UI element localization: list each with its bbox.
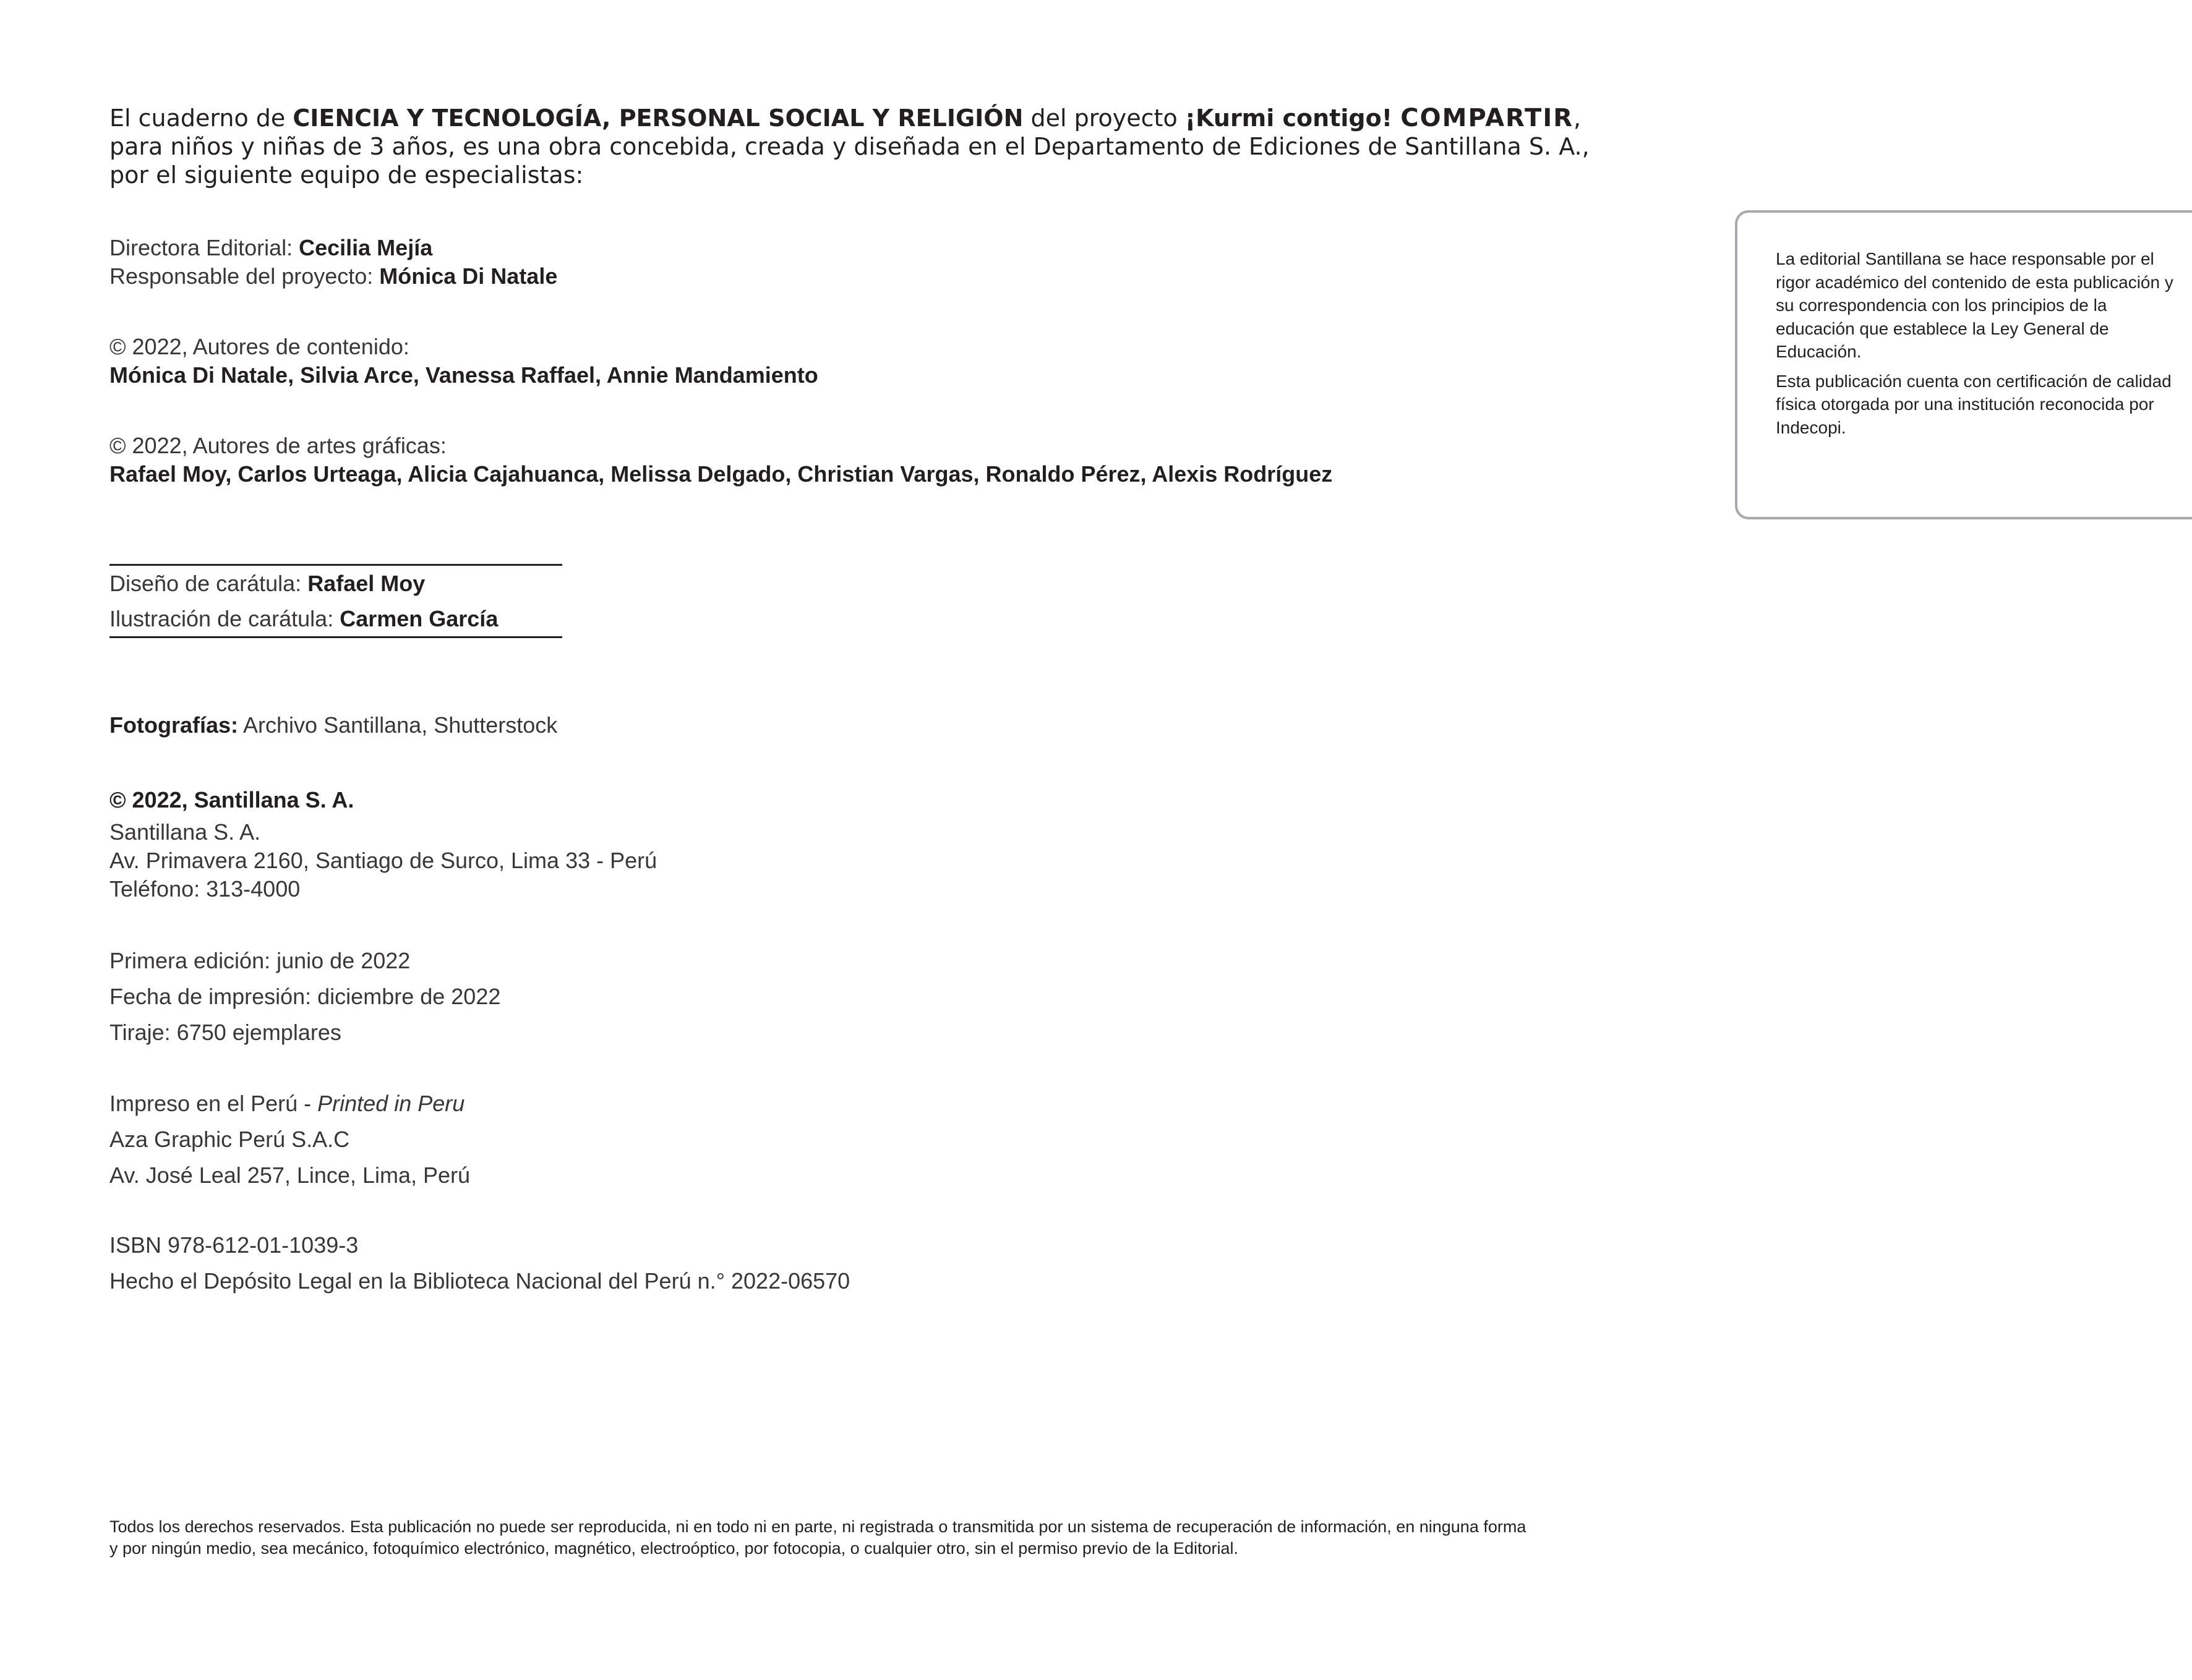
responsible-credit [109, 262, 557, 291]
print-date: Fecha de impresión: diciembre de 2022 [109, 984, 501, 1009]
printed-in [109, 1086, 470, 1122]
isbn-info [109, 1227, 850, 1299]
printed-in-en: Printed in Peru [317, 1091, 465, 1116]
photo-credits [109, 711, 557, 740]
legal-deposit: Hecho el Depósito Legal en la Biblioteca Nacional del Perú n.° 2022-06570 [109, 1268, 850, 1294]
cover-illustration-label: Ilustración de carátula: [109, 606, 340, 631]
cover-design-name: Rafael Moy [307, 571, 426, 596]
graphic-authors-names: Rafael Moy, Carlos Urteaga, Alicia Cajahuanca, Melissa Delgado, Christian Vargas, Ronaldo Pérez, Alexis Rodríguez [109, 461, 1333, 487]
director-name: Cecilia Mejía [299, 235, 433, 260]
printer-info [109, 1086, 470, 1193]
isbn-code: ISBN 978-612-01-1039-3 [109, 1232, 359, 1258]
cover-illustration-credit [109, 601, 562, 636]
intro-text: El cuaderno de [109, 104, 293, 132]
publisher-copyright: © 2022, Santillana S. A. [109, 787, 354, 812]
publisher-address: Av. Primavera 2160, Santiago de Surco, Lima 33 - Perú [109, 848, 657, 873]
photos-value: Archivo Santillana, Shutterstock [238, 712, 558, 738]
series-logo: COMPARTIR [1400, 104, 1574, 132]
responsible-label: Responsable del proyecto: [109, 263, 380, 289]
intro-line-2: para niños y niñas de 3 años, es una obra concebida, creada y diseñada en el Departamento de Ediciones de Santillana S. A., [109, 133, 1590, 160]
rights-line-1: Todos los derechos reservados. Esta publicación no puede ser reproducida, ni en todo ni en parte, ni registrada o transmitida por un sistema de recuperación de información, en ninguna forma [109, 1517, 1526, 1536]
print-run: Tiraje: 6750 ejemplares [109, 1020, 341, 1045]
cover-illustration-name: Carmen García [340, 606, 499, 631]
intro-text: del proyecto [1023, 104, 1185, 132]
quality-notice-box [1735, 210, 2192, 519]
rights-line-2: y por ningún medio, sea mecánico, fotoquímico electrónico, magnético, electroóptico, por fotocopia, o cualquier otro, sin el permiso previo de la Editorial. [109, 1539, 1238, 1558]
staff-credits [109, 234, 557, 291]
divider [109, 636, 562, 638]
printer-company: Aza Graphic Perú S.A.C [109, 1127, 350, 1152]
photo-credit-line [109, 711, 557, 740]
graphic-authors [109, 432, 1332, 488]
director-label: Directora Editorial: [109, 235, 299, 260]
intro-line-3: por el siguiente equipo de especialistas: [109, 161, 584, 189]
publisher-info [109, 782, 657, 903]
photos-label: Fotografías: [109, 712, 239, 738]
publisher-name: Santillana S. A. [109, 819, 261, 845]
content-authors [109, 333, 818, 390]
content-authors-label: © 2022, Autores de contenido: [109, 334, 409, 359]
intro-paragraph [109, 104, 1590, 189]
intro-text: , [1573, 104, 1582, 132]
quality-certification-notice: Esta publicación cuenta con certificación de calidad física otorgada por una institución reconocida por Indecopi. [1776, 371, 2172, 437]
graphic-authors-label: © 2022, Autores de artes gráficas: [109, 433, 447, 458]
printed-in-es: Impreso en el Perú - [109, 1091, 318, 1116]
intro-line-1 [109, 104, 1590, 132]
edition-info [109, 943, 500, 1051]
content-authors-names: Mónica Di Natale, Silvia Arce, Vanessa Raffael, Annie Mandamiento [109, 362, 818, 388]
rights-reserved-notice [109, 1516, 1532, 1559]
cover-design-credit [109, 566, 562, 601]
director-credit [109, 234, 557, 262]
cover-design-label: Diseño de carátula: [109, 571, 308, 596]
printer-address: Av. José Leal 257, Lince, Lima, Perú [109, 1162, 471, 1188]
first-edition: Primera edición: junio de 2022 [109, 948, 411, 973]
publisher-phone: Teléfono: 313-4000 [109, 876, 301, 902]
areas-title: CIENCIA Y TECNOLOGÍA, PERSONAL SOCIAL Y RELIGIÓN [293, 104, 1024, 132]
cover-credits [109, 564, 562, 638]
project-name: ¡Kurmi contigo! [1184, 104, 1401, 132]
responsible-name: Mónica Di Natale [379, 263, 558, 289]
academic-rigor-notice: La editorial Santillana se hace responsable por el rigor académico del contenido de esta publicación y su correspondencia con los principios de la educación que establece la Ley General de Educación. [1776, 249, 2173, 361]
